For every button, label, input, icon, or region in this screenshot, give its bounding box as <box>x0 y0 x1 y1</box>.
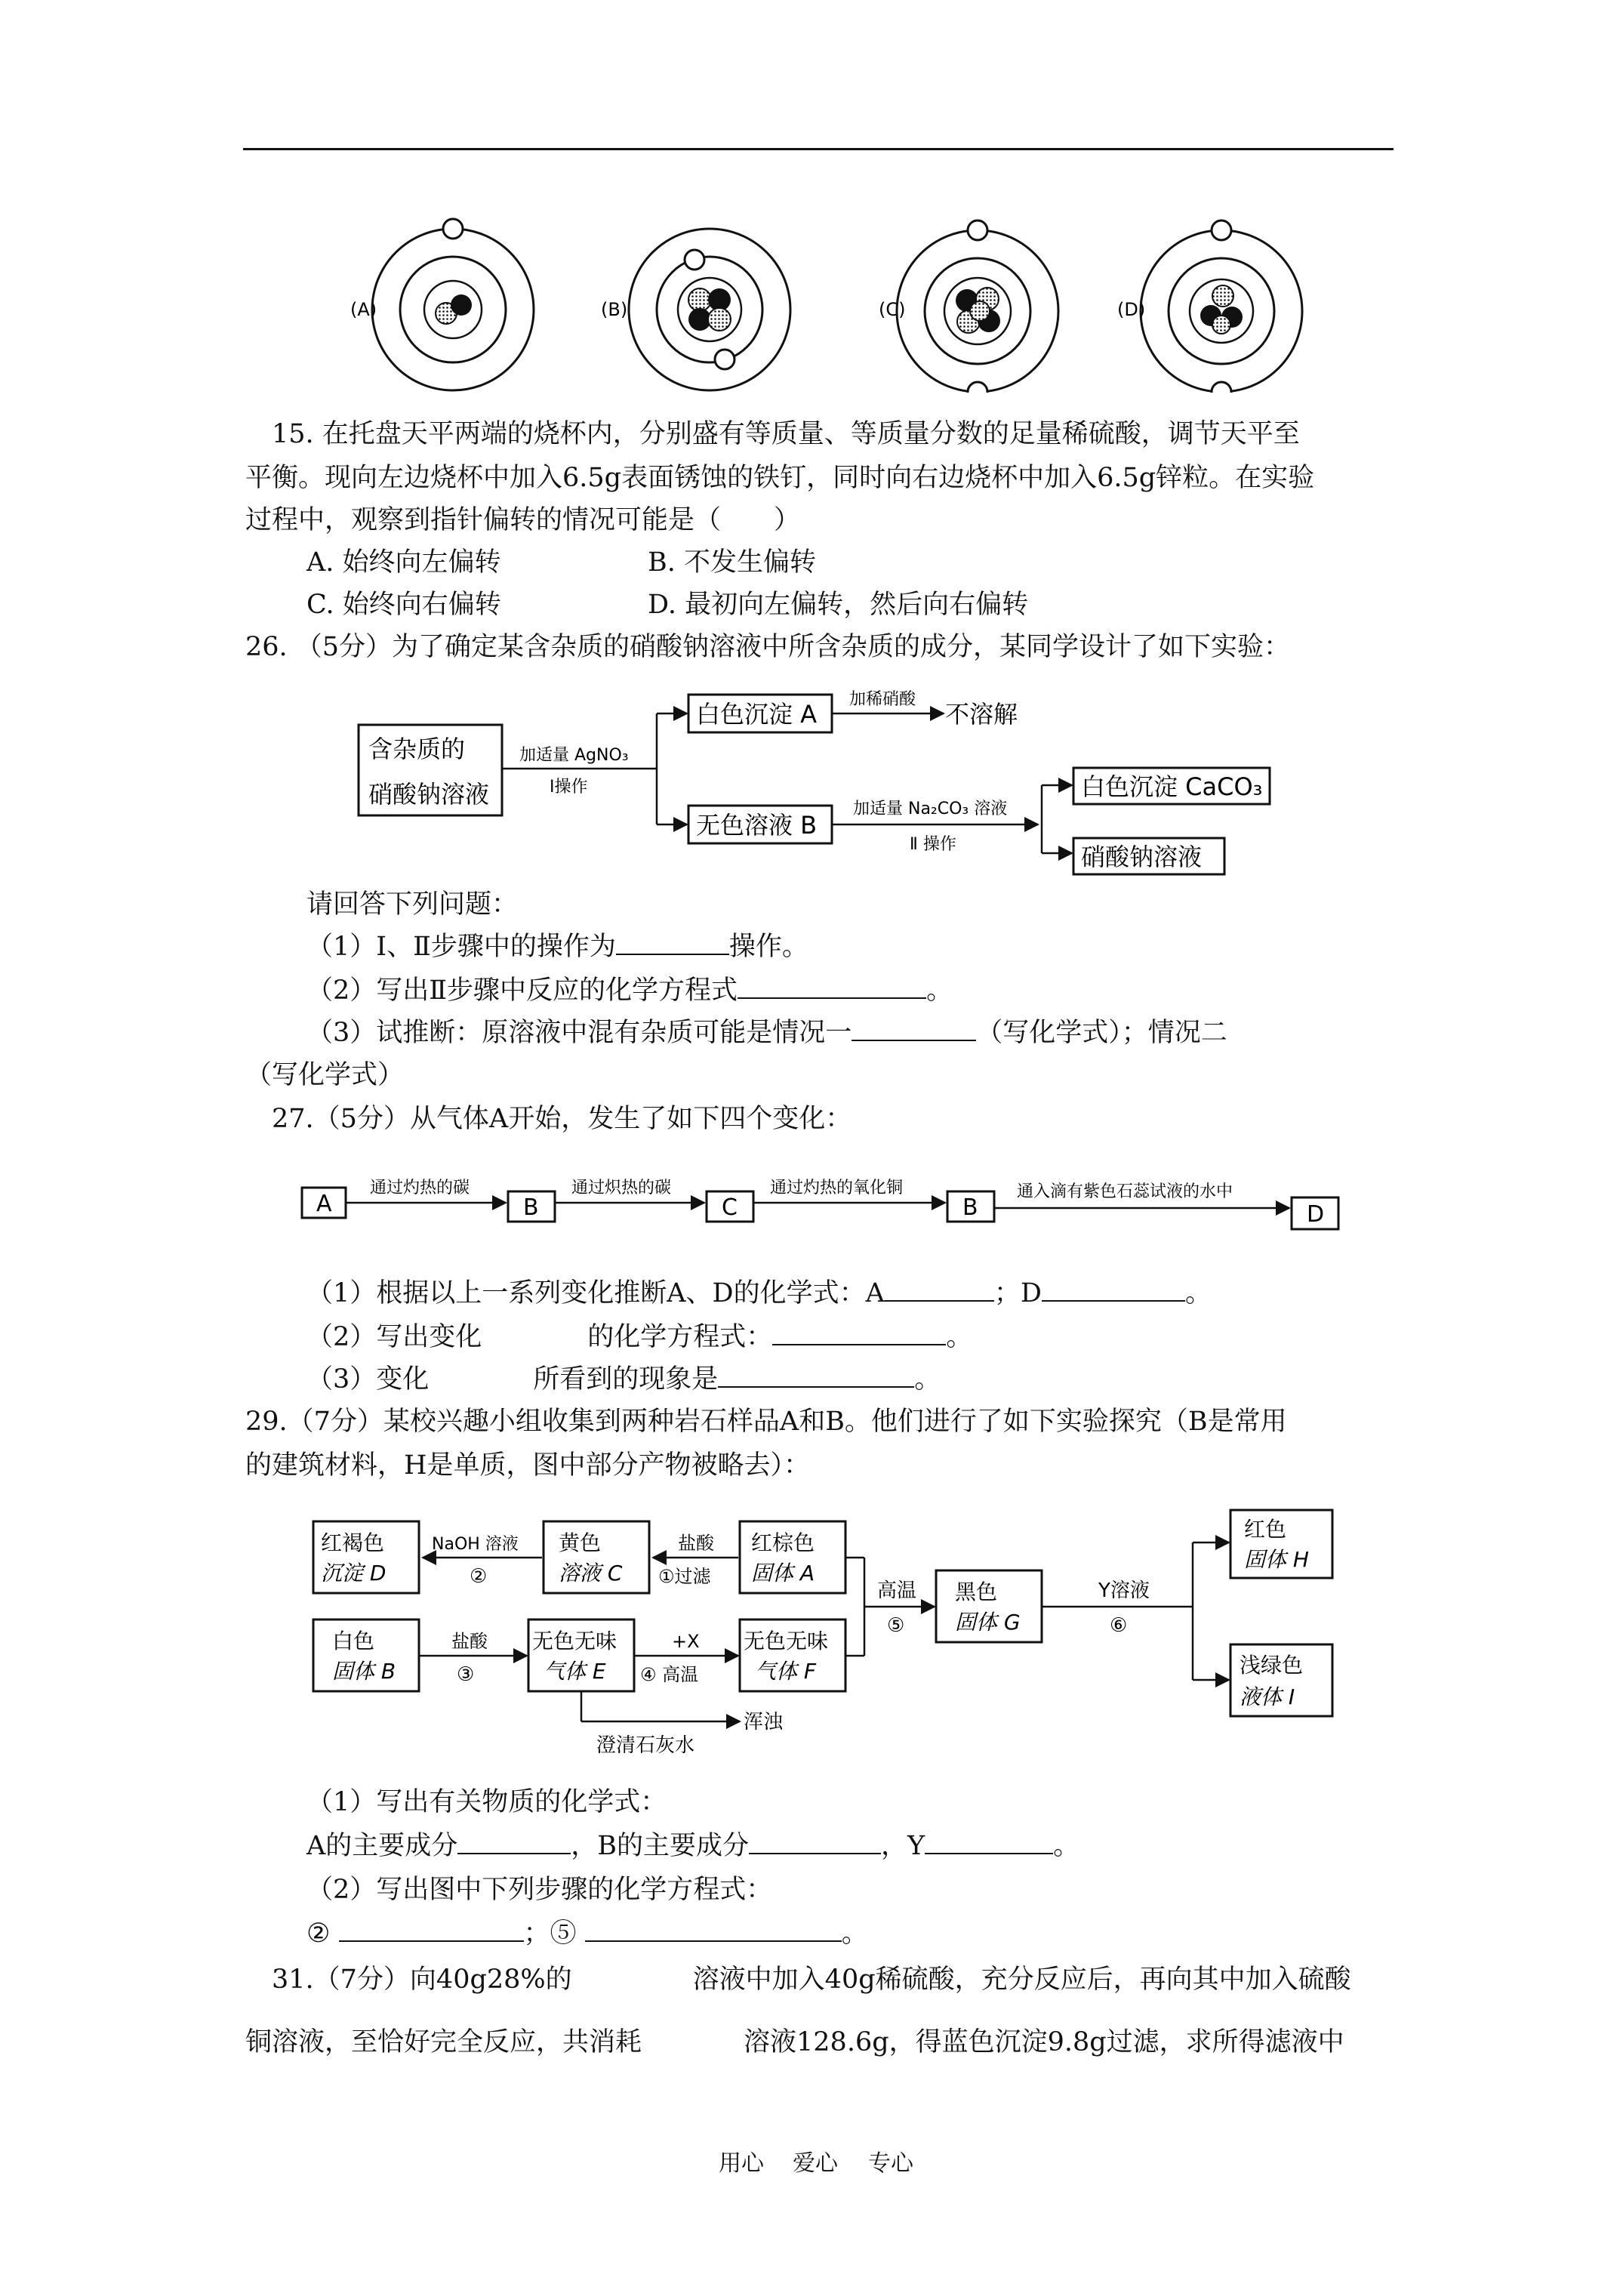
box-h-line1: 红色 <box>1244 1517 1287 1542</box>
q29-step2-label: ② <box>306 1918 331 1949</box>
box-c-line1: 黄色 <box>559 1530 602 1555</box>
q27-part3-tail: 。 <box>914 1364 941 1395</box>
electron <box>1212 382 1231 393</box>
lime-water-label: 澄清石灰水 <box>596 1734 695 1757</box>
atom-d-label: (D) <box>1117 299 1146 320</box>
box-a-line1: 红棕色 <box>751 1530 815 1555</box>
q26-part1-text: （1）Ⅰ、Ⅱ步骤中的操作为 <box>306 932 616 962</box>
answer-blank[interactable] <box>749 1827 881 1854</box>
footer-text-3: 专心 <box>868 2150 913 2177</box>
q29-y-label: ，Y <box>881 1831 925 1861</box>
box-f-line2: 气体 F <box>755 1659 817 1684</box>
answer-blank[interactable] <box>585 1915 842 1942</box>
q29-a-label: A的主要成分 <box>306 1831 458 1861</box>
q29-line2: 的建筑材料，H是单质，图中部分产物被略去）： <box>245 1450 811 1481</box>
q29-line1: 29.（7分）某校兴趣小组收集到两种岩石样品A和B。他们进行了如下实验探究（B是常用 <box>245 1407 1287 1437</box>
q29-step5-label: ；⑤ <box>523 1918 577 1949</box>
step2-operation: Ⅱ 操作 <box>910 835 956 854</box>
box-b-line1: 白色 <box>332 1629 375 1653</box>
q27-part2-mid: 的化学方程式： <box>587 1322 773 1352</box>
q15-line1: 15. 在托盘天平两端的烧杯内，分别盛有等质量、等质量分数的足量稀硫酸，调节天平至 <box>272 419 1300 449</box>
electron <box>1212 220 1231 240</box>
box-d-line1: 红褐色 <box>321 1530 385 1555</box>
white-ppt-a: 白色沉淀 A <box>696 700 818 729</box>
q26-prompt: 请回答下列问题： <box>306 889 519 920</box>
q29-b-label: ，B的主要成分 <box>571 1831 750 1861</box>
step2-label: 加适量 Na₂CO₃ 溶液 <box>853 800 1008 818</box>
q27-part1 <box>306 1274 1212 1313</box>
answer-blank[interactable] <box>718 1361 914 1388</box>
answer-blank[interactable] <box>885 1274 994 1302</box>
answer-blank[interactable] <box>1042 1274 1185 1302</box>
arrow1-label: 通过灼热的碳 <box>370 1179 470 1197</box>
q31-line2-start: 铜溶液，至恰好完全反应，共消耗 <box>245 2027 642 2057</box>
atom-b-label: (B) <box>601 299 628 320</box>
q26-intro: 26. （5分）为了确定某含杂质的硝酸钠溶液中所含杂质的成分，某同学设计了如下实验： <box>245 632 1291 662</box>
hcl-label-2: 盐酸 <box>451 1631 488 1652</box>
q31-line1-end: 溶液中加入40g稀硫酸，充分反应后，再向其中加入硫酸 <box>692 1965 1351 1995</box>
electron <box>968 382 987 393</box>
electron <box>715 350 735 369</box>
q15-option-c: C. 始终向右偏转 <box>306 590 501 620</box>
electron <box>685 250 704 270</box>
q27-part3-mid: 所看到的现象是 <box>533 1364 719 1395</box>
q26-part1-tail: 操作。 <box>728 932 808 962</box>
box-d-label: D <box>1307 1201 1325 1228</box>
box-g-line1: 黑色 <box>955 1579 998 1604</box>
q31-line2 <box>245 2023 1344 2062</box>
q27-flow-diagram <box>298 1169 1355 1237</box>
plus-x-label: +X <box>672 1631 700 1652</box>
hcl-label-1: 盐酸 <box>678 1533 714 1554</box>
atom-a-label: (A) <box>350 299 377 320</box>
box-e-line2: 气体 E <box>544 1659 606 1684</box>
q27-part2-tail: 。 <box>946 1322 973 1352</box>
step5-label: ⑤ <box>887 1614 905 1637</box>
q15-line3: 过程中，观察到指针偏转的情况可能是（ ） <box>245 505 801 535</box>
q29-part2-tail: 。 <box>841 1918 868 1949</box>
answer-blank[interactable] <box>852 1014 976 1041</box>
step1-label: ①过滤 <box>658 1566 711 1587</box>
answer-blank[interactable] <box>772 1318 946 1345</box>
nano3-solution: 硝酸钠溶液 <box>1081 843 1203 871</box>
answer-blank[interactable] <box>457 1827 571 1854</box>
step4-label: ④ 高温 <box>640 1664 699 1685</box>
step1-label: 加适量 AgNO₃ <box>519 746 629 765</box>
box-d-line2: 沉淀 D <box>321 1561 387 1586</box>
add-acid-label: 加稀硝酸 <box>849 690 916 709</box>
white-caco3: 白色沉淀 CaCO₃ <box>1081 772 1263 801</box>
q27-part1-mid: ；D <box>993 1278 1042 1308</box>
q29-part1-answers <box>306 1826 1079 1866</box>
step1-operation: Ⅰ操作 <box>550 778 588 797</box>
q31-line2-end: 溶液128.6g，得蓝色沉淀9.8g过滤，求所得滤液中 <box>744 2027 1344 2057</box>
insoluble-label: 不溶解 <box>945 700 1018 729</box>
naoh-label: NaOH 溶液 <box>432 1535 519 1554</box>
start-box-line2: 硝酸钠溶液 <box>368 780 490 809</box>
q26-part1 <box>306 927 808 966</box>
q15-option-a: A. 始终向左偏转 <box>306 547 501 578</box>
electron <box>968 220 987 240</box>
step2-label: ② <box>470 1565 488 1588</box>
footer-text-1: 用心 <box>719 2150 764 2177</box>
q26-part2 <box>306 971 953 1010</box>
box-i-line2: 液体 I <box>1240 1684 1295 1709</box>
q26-part3-mid: （写化学式）；情况二 <box>976 1018 1227 1048</box>
q26-part3 <box>306 1013 1227 1052</box>
colorless-b: 无色溶液 B <box>696 811 818 840</box>
q27-part1-tail: 。 <box>1184 1278 1212 1308</box>
arrow2-label: 通过炽热的碳 <box>571 1179 672 1197</box>
q29-part2: （2）写出图中下列步骤的化学方程式： <box>306 1875 773 1905</box>
q27-part2 <box>306 1318 972 1357</box>
start-box-line1: 含杂质的 <box>368 735 466 763</box>
q15-option-b: B. 不发生偏转 <box>648 547 816 578</box>
high-temp-label: 高温 <box>877 1579 917 1602</box>
atom-c-label: (C) <box>879 299 906 320</box>
arrow4-label: 通入滴有紫色石蕊试液的水中 <box>1017 1182 1233 1201</box>
q15-line2: 平衡。现向左边烧杯中加入6.5g表面锈蚀的铁钉，同时向右边烧杯中加入6.5g锌粒。在实验 <box>245 463 1315 493</box>
q15-option-d: D. 最初向左偏转，然后向右偏转 <box>648 590 1029 620</box>
answer-blank[interactable] <box>339 1915 524 1942</box>
box-b-label: B <box>523 1194 539 1221</box>
answer-blank[interactable] <box>925 1827 1053 1854</box>
q26-part2-tail: 。 <box>926 975 953 1006</box>
arrow3-label: 通过灼热的氧化铜 <box>770 1179 904 1197</box>
atom-diagrams <box>340 211 1321 393</box>
q27-part3 <box>306 1360 941 1399</box>
q26-part2-text: （2）写出Ⅱ步骤中反应的化学方程式 <box>306 975 738 1006</box>
q26-flow-diagram <box>355 683 1313 887</box>
box-e-line1: 无色无味 <box>532 1629 617 1653</box>
q26-part3-tail: （写化学式） <box>245 1060 405 1090</box>
q31-line1-start: 31.（7分）向40g28%的 <box>272 1965 572 1995</box>
atom-b <box>601 229 790 390</box>
atom-d <box>1117 220 1302 393</box>
step3-label: ③ <box>457 1663 475 1686</box>
y-solution-label: Y溶液 <box>1098 1579 1150 1602</box>
atom-c <box>879 220 1058 393</box>
box-b-line2: 固体 B <box>332 1659 396 1684</box>
q29-part2-answers <box>306 1914 868 1953</box>
box-f-line1: 无色无味 <box>744 1629 829 1653</box>
atom-a <box>350 219 534 390</box>
q26-part3-text: （3）试推断：原溶液中混有杂质可能是情况一 <box>306 1018 852 1048</box>
q27-part2-text: （2）写出变化 <box>306 1322 482 1352</box>
footer-text-2: 爱心 <box>793 2150 838 2177</box>
box-c-line2: 溶液 C <box>559 1561 623 1586</box>
electron <box>443 219 463 239</box>
box-h-line2: 固体 H <box>1244 1547 1309 1572</box>
box-b2-label: B <box>962 1194 978 1221</box>
box-a-label: A <box>316 1191 332 1217</box>
q31-line1 <box>272 1960 1351 1999</box>
q27-intro: 27.（5分）从气体A开始，发生了如下四个变化： <box>272 1104 852 1134</box>
answer-blank[interactable] <box>738 972 926 999</box>
box-a-line2: 固体 A <box>751 1561 815 1586</box>
step6-label: ⑥ <box>1110 1614 1128 1637</box>
q29-part1-tail: 。 <box>1053 1831 1080 1861</box>
q27-part3-text: （3）变化 <box>306 1364 430 1395</box>
header-rule <box>243 148 1394 150</box>
q29-flow-diagram <box>302 1506 1359 1771</box>
turbid-label: 浑浊 <box>744 1711 784 1734</box>
q29-part1: （1）写出有关物质的化学式： <box>306 1787 667 1817</box>
q27-part1-text: （1）根据以上一系列变化推断A、D的化学式：A <box>306 1278 885 1308</box>
box-i-line1: 浅绿色 <box>1240 1653 1304 1678</box>
answer-blank[interactable] <box>616 928 729 955</box>
box-c-label: C <box>722 1194 738 1221</box>
box-g-line2: 固体 G <box>955 1610 1021 1635</box>
